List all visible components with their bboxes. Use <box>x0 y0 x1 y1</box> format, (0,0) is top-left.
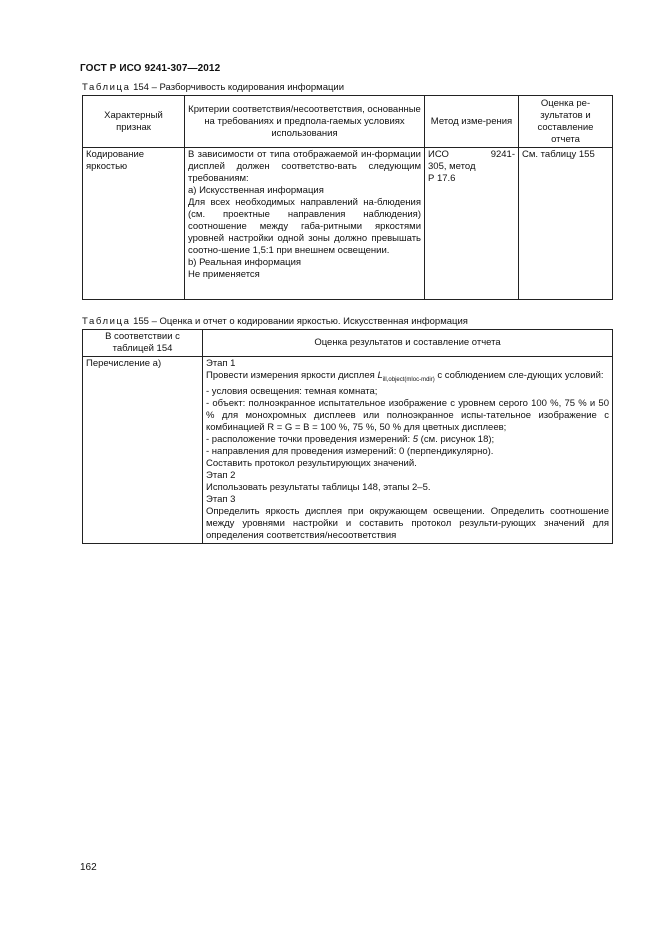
criteria-intro: В зависимости от типа отображаемой ин-формации дисплей должен соответство-вать следующим требованиям: <box>188 149 421 184</box>
table-155-cell-ref: Перечисление a) <box>83 357 203 544</box>
table-155 <box>82 329 613 544</box>
step1-intro-post: с соблюдением сле-дующих условий: <box>437 370 604 381</box>
step1-protocol: Составить протокол результирующих значений. <box>206 457 417 469</box>
step1-intro <box>206 370 609 386</box>
step2-text: Использовать результаты таблицы 148, этапы 2–5. <box>206 481 431 493</box>
condition-location-post: (см. рисунок 18); <box>420 433 495 445</box>
luminance-symbol: L <box>377 370 383 381</box>
table-row <box>83 148 613 300</box>
criteria-artificial-text: Для всех необходимых направлений на-блюдения (см. проектные направления наблюдения) соотношение между габа-ритными яркостями уровней настройки одной зоны должно превышать соотно-шение 1,5:1 при внешнем освещении. <box>188 197 421 256</box>
table-154-header-row <box>83 96 613 148</box>
criteria-real-title: b) Реальная информация <box>188 257 302 268</box>
criteria-real-text: Не применяется <box>188 269 260 280</box>
table-155-header-ref: В соответствии с таблицей 154 <box>83 330 203 357</box>
table-155-cell-evaluation <box>203 357 613 544</box>
luminance-subscript: ill,object(mloc-mdir) <box>382 376 435 383</box>
method-line-1: ИСО 9241- <box>428 149 515 160</box>
table-154-header-method: Метод изме-рения <box>425 96 519 148</box>
criteria-artificial-title: a) Искусственная информация <box>188 185 324 196</box>
table-154-header-report: Оценка ре-зультатов и составление отчета <box>519 96 613 148</box>
method-line-3: Р 17.6 <box>428 173 456 184</box>
step1-intro-pre: Провести измерения яркости дисплея <box>206 370 375 381</box>
table-154-caption-word: Таблица <box>82 82 131 93</box>
step2-title: Этап 2 <box>206 469 236 481</box>
table-row <box>83 357 613 544</box>
method-line-2: 305, метод <box>428 161 476 172</box>
table-155-caption-word: Таблица <box>82 316 131 327</box>
table-155-header-row <box>83 330 613 357</box>
table-154-header-feature: Характерный признак <box>83 96 185 148</box>
step3-title: Этап 3 <box>206 493 236 505</box>
table-154-cell-feature: Кодирование яркостью <box>83 148 185 300</box>
table-154-cell-report: См. таблицу 155 <box>519 148 613 300</box>
condition-location-number: 5 <box>412 433 419 445</box>
table-154-header-criteria: Критерии соответствия/несоответствия, основанные на требованиях и предпола-гаемых условиях использования <box>185 96 425 148</box>
table-154 <box>82 95 613 300</box>
table-155-caption-text: 155 – Оценка и отчет о кодировании яркостью. Искусственная информация <box>133 316 468 327</box>
step3-text: Определить яркость дисплея при окружающем освещении. Определить соотношение между уровнями настройки и составить протокол результи-рующих значений для определения соответствия/несоответствия <box>206 505 609 541</box>
page-number: 162 <box>80 862 97 873</box>
table-154-cell-criteria <box>185 148 425 300</box>
table-154-cell-method <box>425 148 519 300</box>
condition-direction: - направления для проведения измерений: 0 (перпендикулярно). <box>206 445 494 457</box>
condition-object: - объект: полноэкранное испытательное изображение с уровнем серого 100 %, 75 % и 50 % для монохромных дисплеев или полноэкранное испы-тательное изображение с комбинацией R = G = B = 100 %, 75 %, 50 % для цветных дисплеев; <box>206 397 609 433</box>
condition-location <box>206 434 609 446</box>
table-155-header-evaluation: Оценка результатов и составление отчета <box>203 330 613 357</box>
condition-location-pre: - расположение точки проведения измерений: <box>206 433 411 445</box>
document-header: ГОСТ Р ИСО 9241-307—2012 <box>80 63 221 74</box>
step1-title: Этап 1 <box>206 358 236 369</box>
table-154-caption-text: 154 – Разборчивость кодирования информации <box>133 82 345 93</box>
condition-lighting: - условия освещения: темная комната; <box>206 385 378 397</box>
table-155-caption <box>82 316 468 327</box>
table-154-caption <box>82 82 344 93</box>
